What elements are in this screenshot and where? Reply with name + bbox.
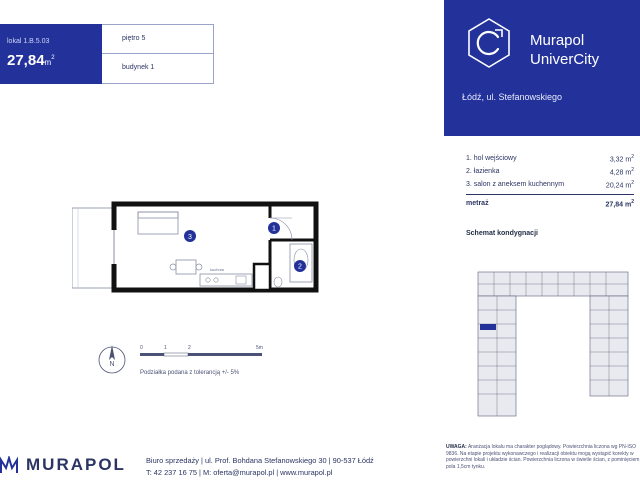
svg-text:1: 1 — [164, 345, 167, 351]
room-marker-2: 2 — [298, 263, 302, 271]
apartment-location-box — [102, 24, 214, 84]
svg-text:0: 0 — [140, 345, 143, 351]
building-floor-schema — [474, 270, 634, 420]
room-row: 3. salon z aneksem kuchennym 20,24 $m^2$ — [466, 179, 634, 190]
floor-schema-title: Schemat kondygnacji — [466, 230, 538, 237]
highlighted-apartment — [480, 324, 496, 330]
svg-text:5m: 5m — [256, 345, 263, 351]
svg-text:2: 2 — [188, 345, 191, 351]
rooms-table — [466, 152, 634, 210]
room-marker-1: 1 — [272, 225, 276, 233]
brand-name-line2: UniverCity — [530, 51, 600, 68]
floor-plan — [72, 190, 332, 300]
brand-name-line1: Murapol — [530, 32, 585, 49]
murapol-logo-icon — [0, 456, 18, 474]
brand-address: Łódź, ul. Stefanowskiego — [462, 92, 563, 102]
univercity-logo-icon — [462, 16, 516, 70]
compass-icon — [94, 342, 130, 378]
disclaimer: UWAGA: Aranżacja lokalu ma charakter poglądowy. Powierzchnia liczona wg PN-ISO 9836. Na etapie projektu wykonawczego i realizacji obiektu mogą wystąpić korekty w powierzchni lokali i układzie ścian. Powierzchnia liczona w świetle ścian, z pominięciem pola 1,5cm tynku. — [446, 444, 640, 470]
footer-logo-text: MURAPOL — [26, 455, 126, 474]
room-row: 2. łazienka 4,28 $m^2$ — [466, 166, 634, 177]
total-area-row: metraż 27,84 $m^2$ — [466, 194, 634, 210]
room-row: 1. hol wejściowy 3,32 $m^2$ — [466, 153, 634, 164]
contact-line-1: Biuro sprzedaży | ul. Prof. Bohdana Stefanowskiego 30 | 90-537 Łódź — [146, 456, 374, 465]
building-label: budynek 1 — [122, 64, 155, 71]
apartment-area: $27,84m^2$ — [7, 52, 55, 69]
floor-label: piętro 5 — [102, 25, 213, 54]
contact-line-2: T: 42 237 16 75 | M: oferta@murapol.pl | www.murapol.pl — [146, 468, 333, 477]
footer-logo — [0, 455, 126, 475]
lokal-label: lokal 1.B.5.03 — [7, 38, 50, 45]
scale-bar — [138, 342, 268, 362]
apartment-area-card — [0, 24, 102, 84]
footer-contact — [146, 455, 374, 479]
brand-panel — [444, 0, 640, 136]
room-marker-3: 3 — [188, 234, 192, 241]
svg-text:N: N — [109, 361, 115, 368]
scale-note: Podziałka podana z tolerancją +/- 5% — [140, 370, 240, 376]
svg-text:kuchnia: kuchnia — [210, 267, 224, 272]
